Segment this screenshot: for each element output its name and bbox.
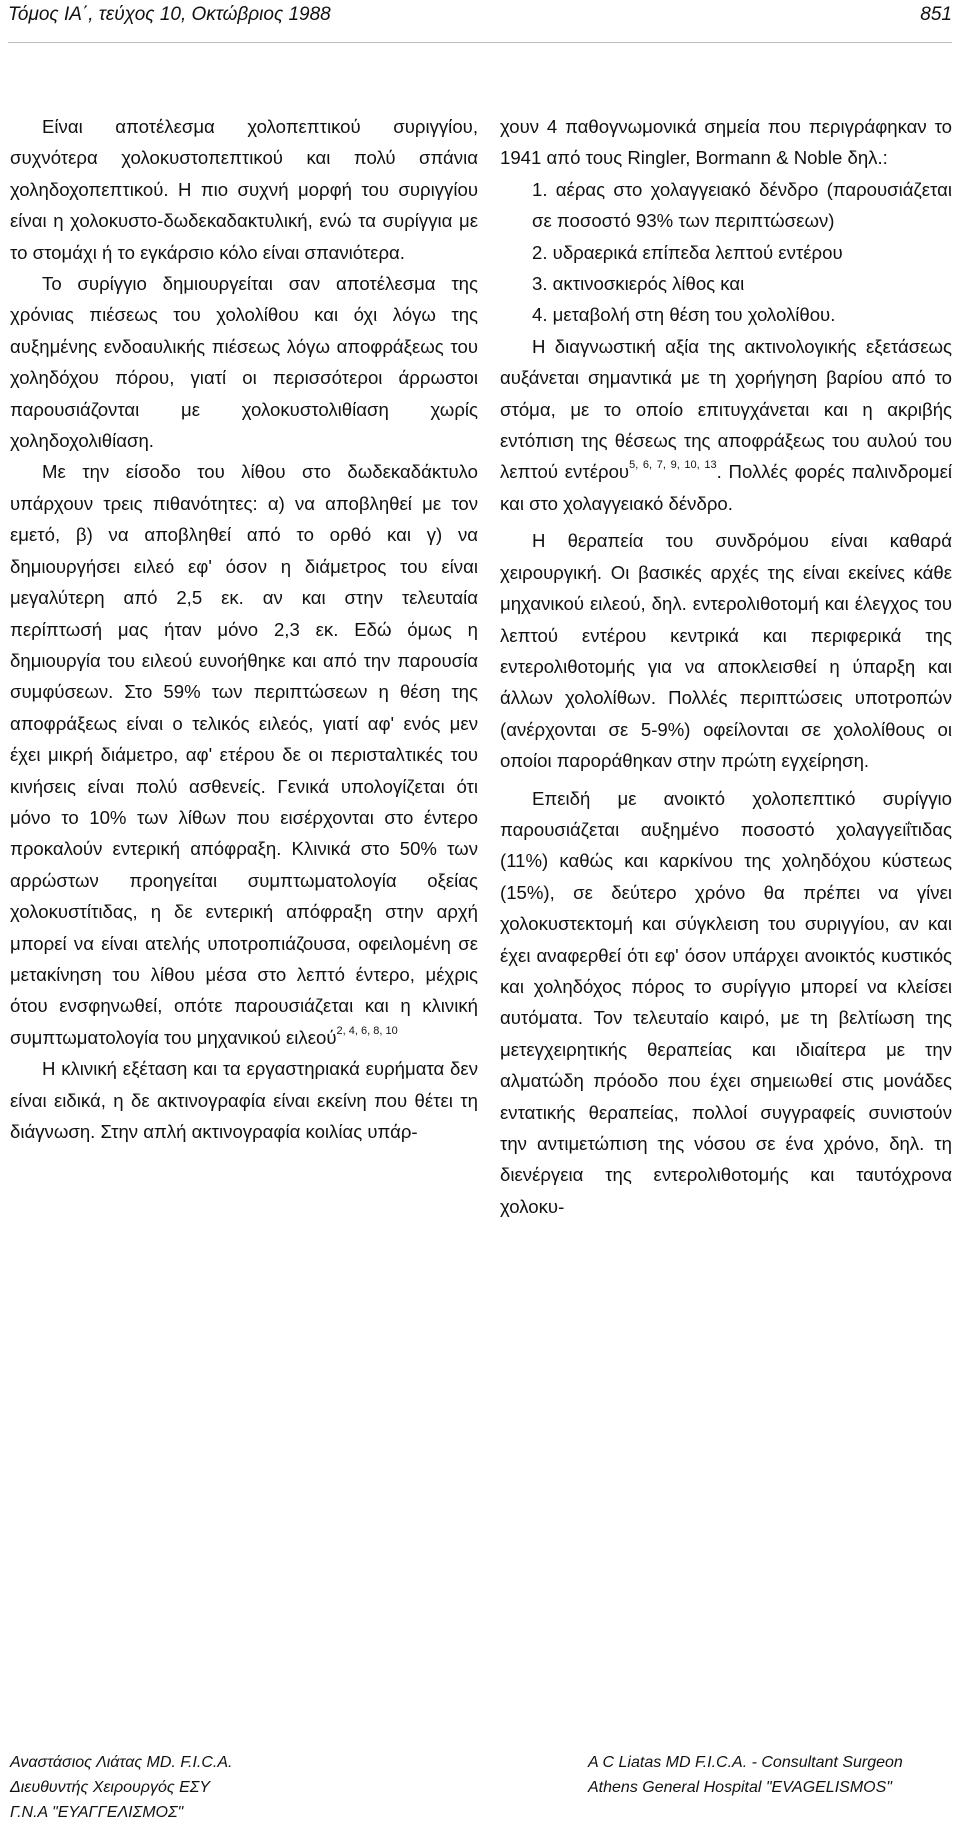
header-divider bbox=[8, 42, 952, 43]
author-name: Αναστάσιος Λιάτας MD. F.I.C.A. bbox=[10, 1754, 233, 1771]
journal-issue: Τόμος ΙΑ΄, τεύχος 10, Οκτώβριος 1988 bbox=[8, 4, 331, 25]
author-name: A C Liatas MD F.I.C.A. - Consultant Surgeon bbox=[588, 1754, 903, 1771]
list-item: 3. ακτινοσκιερός λίθος και bbox=[532, 273, 745, 295]
left-column bbox=[10, 111, 478, 1147]
paragraph-text: . Πολλές φορές παλινδρομεί και στο χολαγγειακό δένδρο. bbox=[500, 461, 952, 514]
list-item: 1. αέρας στο χολαγγειακό δένδρο (παρουσιάζεται σε ποσοστό 93% των περιπτώσεων) bbox=[532, 178, 952, 232]
author-english bbox=[588, 1750, 903, 1800]
right-column bbox=[500, 111, 952, 1222]
paragraph-text: Με την είσοδο του λίθου στο δωδεκαδάκτυλο υπάρχουν τρεις πιθανότητες: α) να αποβληθεί με τον εμετό, β) να αποβληθεί από το ορθό και γ) να δημιουργήσει ειλεό εφ' όσον η διάμετρος του είναι μεγαλύτερη από 2,5 εκ. αν και στην τελευταία περίπτωσή μας ήταν μόνο 2,3 εκ. Εδώ όμως η δημιουργία του ειλεού ευνοήθηκε και από την παρουσία συμφύσεων. Στο 59% των περιπτώσεων η θέση της αποφράξεως είναι ο τελικός ειλεός, γιατί αφ' ενός μεν έχει μικρή διάμετρο, αφ' ετέρου δε οι περισταλτικές του κινήσεις είναι πολύ ασθενείς. Γενικά υπολογίζεται ότι μόνο το 10% των λίθων που εισέρχονται στο έντερο προκαλούν εντερική απόφραξη. Κλινικά στο 50% των αρρώστων προηγείται συμπτωματολογία οξείας χολοκυστίτιδας, η δε εντερική απόφραξη στην αρχή μπορεί να είναι ατελής υποτροπιάζουσα, οφειλομένη σε μετακίνηση του λίθου μέσα στο λεπτό έντερο, μέχρις ότου ενσφηνωθεί, οπότε παρουσιάζεται και η κλινική συμπτωματολογία του μηχανικού ειλεού bbox=[10, 461, 478, 1048]
paragraph: Είναι αποτέλεσμα χολοπεπτικού συριγγίου, συχνότερα χολοκυστοπεπτικού και πολύ σπάνια χοληδοχοπεπτικού. Η πιο συχνή μορφή του συριγγίου είναι η χολοκυστο-δωδεκαδακτυλική, ενώ τα συρίγγια με το στομάχι ή το εγκάρσιο κόλο είναι σπανιότερα. bbox=[10, 116, 478, 263]
reference-numbers: 2, 4, 6, 8, 10 bbox=[336, 1024, 398, 1037]
author-title: Διευθυντής Χειρουργός ΕΣΥ bbox=[10, 1779, 211, 1796]
page-number: 851 bbox=[920, 4, 952, 25]
paragraph: Επειδή με ανοικτό χολοπεπτικό συρίγγιο παρουσιάζεται αυξημένο ποσοστό χολαγγειΐτιδας (11%) καθώς και καρκίνου της χοληδόχου κύστεως (15%), σε δεύτερο χρόνο θα πρέπει να γίνει χολοκυστεκτομή και σύγκλειση του συριγγίου, αν και έχει αναφερθεί ότι εφ' όσον υπάρχει ανοικτός κυστικός και χοληδόχος πόρος το συρίγγιο μπορεί να κλείσει αυτόματα. Τον τελευταίο καιρό, με τη βελτίωση της μετεγχειρητικής θεραπείας και ιδιαίτερα με την αλματώδη πρόοδο που έχει σημειωθεί στις μονάδες εντατικής θεραπείας, πολλοί συγγραφείς συνιστούν την αντιμετώπιση της νόσου σε ένα χρόνο, δηλ. τη διενέργεια της εντερολιθοτομής και ταυτόχρονα χολοκυ- bbox=[500, 787, 952, 1217]
paragraph: χουν 4 παθογνωμονικά σημεία που περιγράφηκαν το 1941 από τους Ringler, Bormann & Noble δηλ.: bbox=[500, 116, 952, 169]
list-item: 2. υδραερικά επίπεδα λεπτού εντέρου bbox=[532, 241, 843, 263]
paragraph-text: Η διαγνωστική αξία της ακτινολογικής εξετάσεως αυξάνεται σημαντικά με τη χορήγηση βαρίου από το στόμα, με το οποίο επιτυγχάνεται και η ακριβής εντόπιση της θέσεως της αποφράξεως του αυλού του λεπτού εντέρου bbox=[500, 335, 952, 483]
reference-numbers: 5, 6, 7, 9, 10, 13 bbox=[629, 459, 717, 472]
paragraph bbox=[500, 331, 952, 519]
paragraph: Η θεραπεία του συνδρόμου είναι καθαρά χειρουργική. Οι βασικές αρχές της είναι εκείνες κάθε μηχανικού ειλεού, δηλ. εντερολιθοτομή και έλεγχος του λεπτού εντέρου κεντρικά και περιφερικά της εντερολιθοτομής για να αποκλεισθεί η ύπαρξη και άλλων χολολίθων. Πολλές περιπτώσεις υποτροπών (ανέρχονται σε 5-9%) οφείλονται σε χολολίθους οι οποίοι παροράθηκαν στην πρώτη εγχείρηση. bbox=[500, 530, 952, 772]
paragraph: Η κλινική εξέταση και τα εργαστηριακά ευρήματα δεν είναι ειδικά, η δε ακτινογραφία είναι εκείνη που θέτει τη διάγνωση. Στην απλή ακτινογραφία κοιλίας υπάρ- bbox=[10, 1058, 478, 1142]
author-greek bbox=[10, 1750, 232, 1825]
paragraph: Το συρίγγιο δημιουργείται σαν αποτέλεσμα της χρόνιας πιέσεως του χολολίθου και όχι λόγω της αυξημένης ενδοαυλικής πιέσεως λόγω αποφράξεως του χοληδόχου πόρου, γιατί οι περισσότεροι άρρωστοι παρουσιάζονται με χολοκυστολιθίαση χωρίς χοληδοχολιθίαση. bbox=[10, 273, 478, 452]
running-header bbox=[8, 0, 952, 30]
list-item: 4. μεταβολή στη θέση του χολολίθου. bbox=[532, 304, 836, 326]
author-hospital: Athens General Hospital "EVAGELISMOS" bbox=[588, 1779, 892, 1796]
author-hospital: Γ.Ν.Α "ΕΥΑΓΓΕΛΙΣΜΟΣ" bbox=[10, 1804, 184, 1821]
paragraph bbox=[10, 456, 478, 1053]
